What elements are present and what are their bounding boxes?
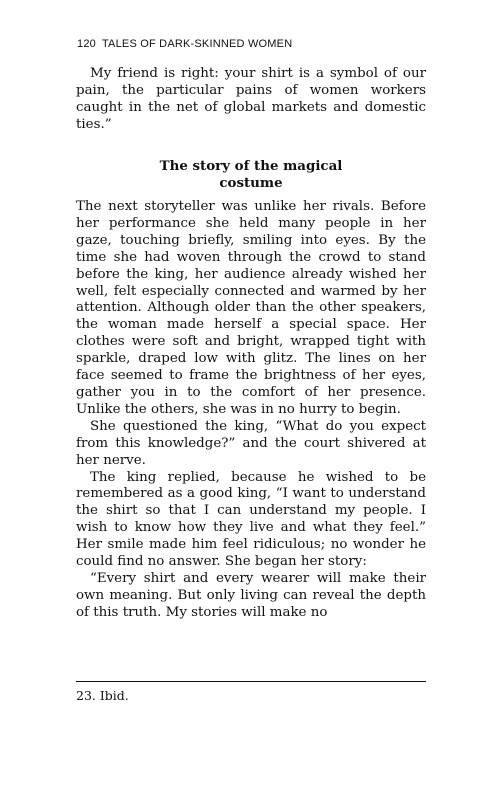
story-paragraph: “Every shirt and every wearer will make their own meaning. But only living can reveal the depth of this truth. My stories will make no	[76, 570, 426, 620]
page-number: 120	[77, 38, 96, 50]
story-paragraph: The next storyteller was unlike her rivals. Before her performance she held many people in her gaze, touching briefly, smiling into eyes. By the time she had woven through the crowd to stand before the king, her audience already wished her well, felt especially connected and warmed by her attention. Although older than the other speakers, the woman made herself a special space. Her clothes were soft and bright, wrapped tight with sparkle, draped low with glitz. The lines on her face seemed to frame the brightness of her eyes, gather you in to the comfort of her presence. Unlike the others, she was in no hurry to begin.	[76, 199, 426, 417]
opening-paragraph: My friend is right: your shirt is a symbol of our pain, the particular pains of women workers caught in the net of global markets and domestic ties.”	[76, 66, 426, 132]
section-heading-line-2: costume	[219, 175, 283, 191]
footnote-rule	[76, 681, 426, 682]
story-paragraph: The king replied, because he wished to be remembered as a good king, “I want to understand the shirt so that I can understand my people. I wish to know how they live and what they feel.” Her smile made him feel ridiculous; no wonder he could find no answer. She began her story:	[76, 469, 426, 570]
running-head-title: TALES OF DARK-SKINNED WOMEN	[101, 38, 293, 50]
story-text-block	[76, 199, 426, 622]
footnote: 23. Ibid.	[76, 688, 129, 703]
story-paragraph: She questioned the king, “What do you expect from this knowledge?” and the court shivered at her nerve.	[76, 418, 426, 468]
section-heading-line-1: The story of the magical	[159, 158, 343, 174]
opening-text-block	[76, 66, 426, 134]
running-head	[77, 38, 292, 50]
section-heading	[76, 158, 426, 192]
